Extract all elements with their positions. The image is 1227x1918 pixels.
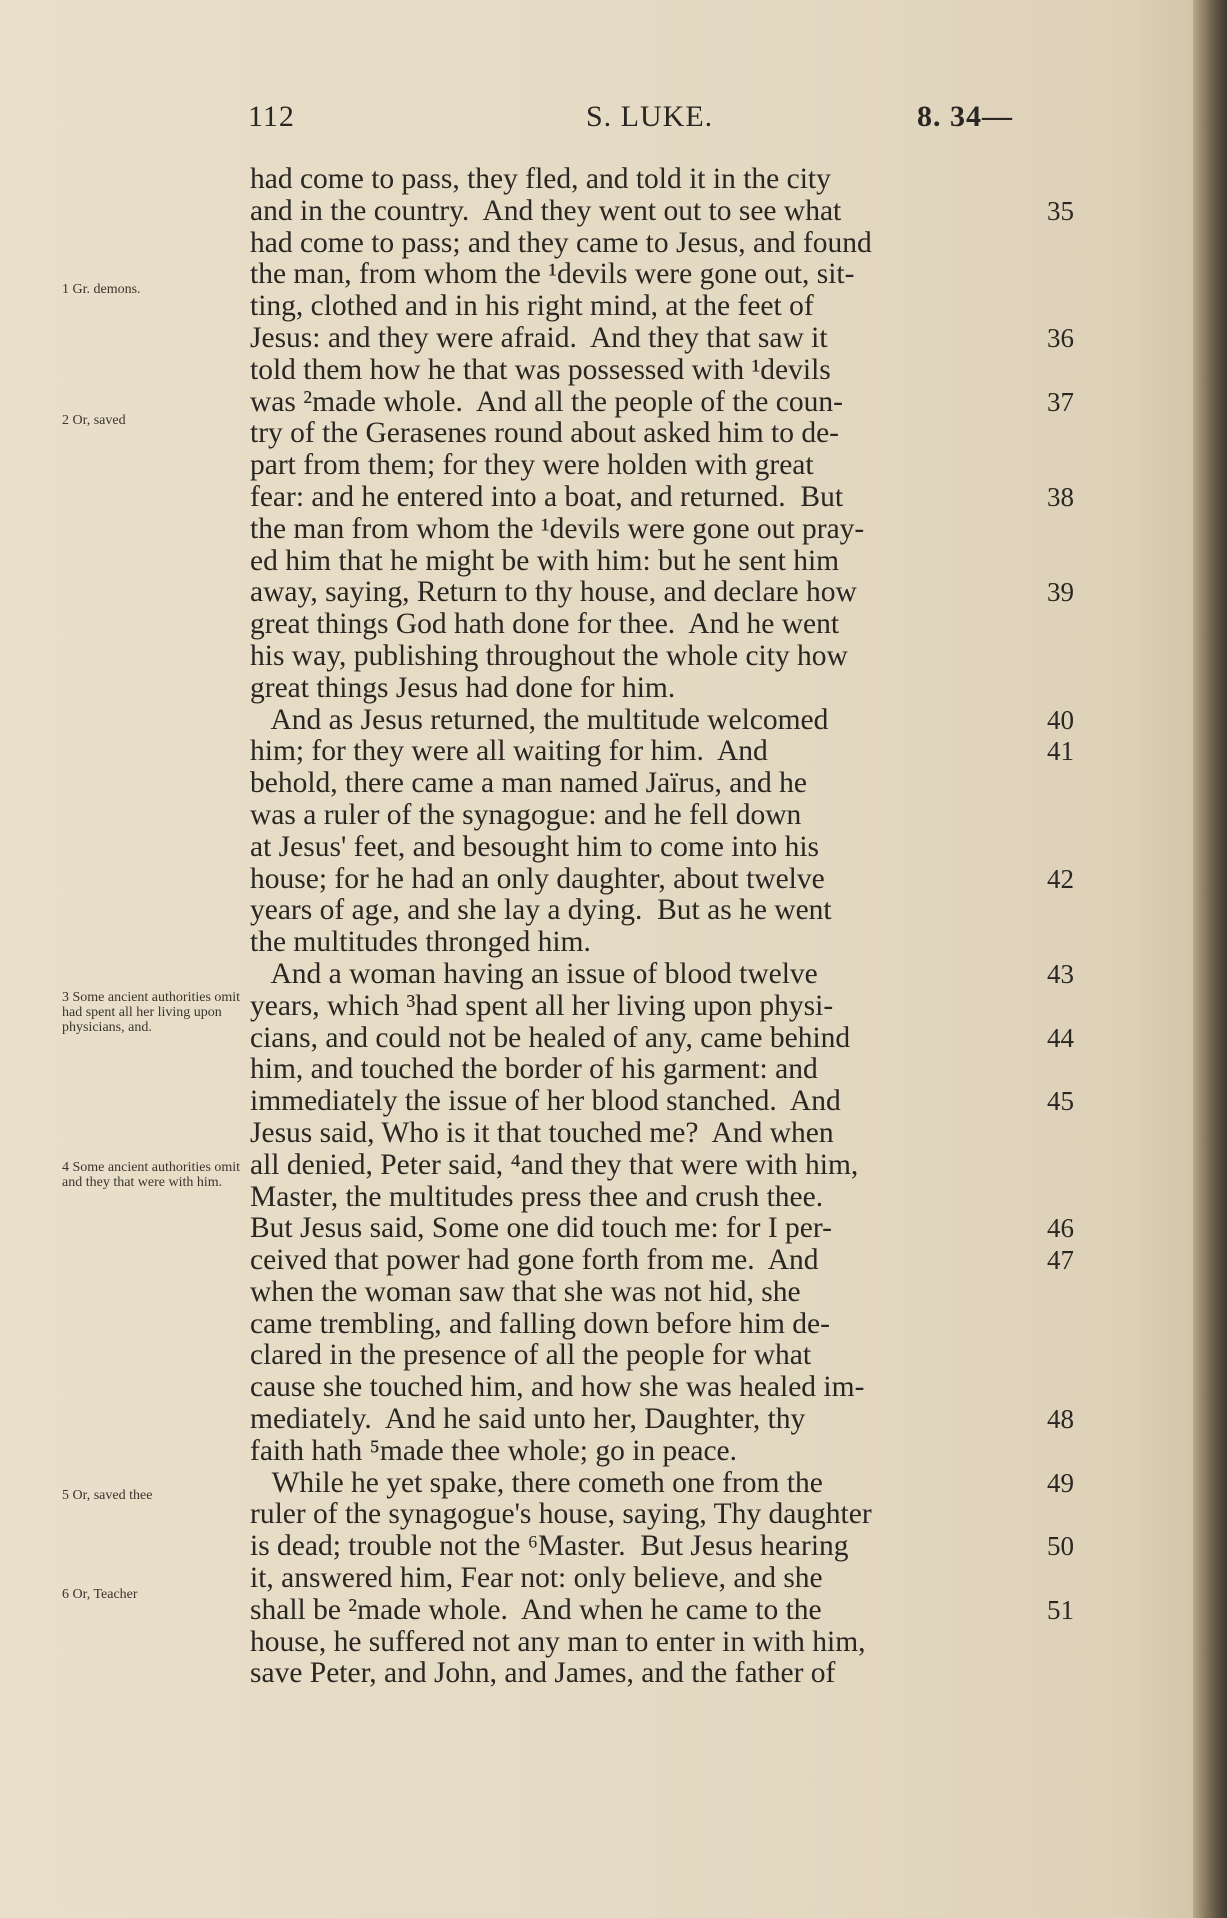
line-text: clared in the presence of all the people for what xyxy=(250,1340,812,1372)
text-line xyxy=(250,1118,1074,1150)
text-line xyxy=(250,1436,1074,1468)
line-text: great things Jesus had done for him. xyxy=(250,672,676,704)
verse-number: 38 xyxy=(1047,481,1074,512)
text-line xyxy=(250,1658,1074,1690)
verse-number: 42 xyxy=(1047,863,1074,894)
line-text: the multitudes thronged him. xyxy=(250,927,591,959)
verse-number: 39 xyxy=(1047,577,1074,608)
verse-number: 46 xyxy=(1047,1213,1074,1244)
text-line xyxy=(250,291,1074,323)
chapter-verse-reference: 8. 34— xyxy=(917,100,1013,133)
text-line xyxy=(250,864,1074,896)
verse-number: 49 xyxy=(1047,1467,1074,1498)
text-line xyxy=(250,1468,1074,1500)
text-line xyxy=(250,959,1074,991)
text-line xyxy=(250,482,1074,514)
text-line xyxy=(250,609,1074,641)
line-text: was a ruler of the synagogue: and he fell down xyxy=(250,799,802,831)
line-text: fear: and he entered into a boat, and returned. But xyxy=(250,481,844,513)
text-line xyxy=(250,355,1074,387)
line-text: ed him that he might be with him: but he sent him xyxy=(250,545,840,577)
line-text: save Peter, and John, and James, and the father of xyxy=(250,1658,836,1690)
text-line xyxy=(250,228,1074,260)
text-line xyxy=(250,1213,1074,1245)
text-line xyxy=(250,323,1074,355)
line-text: when the woman saw that she was not hid, she xyxy=(250,1276,801,1308)
line-text: had come to pass, they fled, and told it in the city xyxy=(250,164,831,195)
line-text: had come to pass; and they came to Jesus, and found xyxy=(250,227,872,259)
verse-number: 35 xyxy=(1047,195,1074,226)
line-text: told them how he that was possessed with ¹devils xyxy=(250,354,831,386)
line-text: shall be ²made whole. And when he came to the xyxy=(250,1594,822,1626)
text-line xyxy=(250,800,1074,832)
text-line xyxy=(250,1245,1074,1277)
verse-number: 48 xyxy=(1047,1404,1074,1435)
text-line xyxy=(250,1595,1074,1627)
line-text: his way, publishing throughout the whole city how xyxy=(250,640,848,672)
line-text: house, he suffered not any man to enter in with him, xyxy=(250,1626,866,1658)
text-line xyxy=(250,1563,1074,1595)
text-line xyxy=(250,927,1074,959)
text-line xyxy=(250,895,1074,927)
line-text: faith hath ⁵made thee whole; go in peace. xyxy=(250,1435,738,1467)
text-line xyxy=(250,1531,1074,1563)
verse-number: 50 xyxy=(1047,1531,1074,1562)
text-line xyxy=(250,1023,1074,1055)
line-text: try of the Gerasenes round about asked him to de- xyxy=(250,418,840,450)
text-line xyxy=(250,418,1074,450)
text-line xyxy=(250,641,1074,673)
line-text: him, and touched the border of his garment: and xyxy=(250,1054,818,1086)
margin-note-1: 1 Gr. demons. xyxy=(62,282,141,297)
line-text: is dead; trouble not the ⁶Master. But Jesus hearing xyxy=(250,1531,849,1563)
line-text: him; for they were all waiting for him. And xyxy=(250,736,768,768)
page-number: 112 xyxy=(248,100,295,133)
line-text: ting, clothed and in his right mind, at the feet of xyxy=(250,291,814,323)
text-line xyxy=(250,450,1074,482)
line-text: cause she touched him, and how she was healed im- xyxy=(250,1372,865,1404)
line-text: And as Jesus returned, the multitude welcomed xyxy=(250,704,829,736)
text-line xyxy=(250,1086,1074,1118)
margin-note-6: 6 Or, Teacher xyxy=(62,1587,138,1602)
text-line xyxy=(250,832,1074,864)
line-text: came trembling, and falling down before him de- xyxy=(250,1308,830,1340)
text-line xyxy=(250,736,1074,768)
text-line xyxy=(250,768,1074,800)
running-header xyxy=(0,100,1227,150)
verse-number: 44 xyxy=(1047,1022,1074,1053)
verse-number: 47 xyxy=(1047,1245,1074,1276)
text-line xyxy=(250,1499,1074,1531)
margin-note-4: 4 Some ancient authorities omit and they that were with him. xyxy=(62,1160,241,1190)
line-text: and in the country. And they went out to see what xyxy=(250,195,842,227)
line-text: behold, there came a man named Jaïrus, and he xyxy=(250,768,807,800)
text-line xyxy=(250,1340,1074,1372)
text-line xyxy=(250,546,1074,578)
text-line xyxy=(250,577,1074,609)
line-text: all denied, Peter said, ⁴and they that were with him, xyxy=(250,1149,859,1181)
text-line xyxy=(250,1627,1074,1659)
text-line xyxy=(250,514,1074,546)
line-text: the man, from whom the ¹devils were gone out, sit- xyxy=(250,259,855,291)
margin-note-5: 5 Or, saved thee xyxy=(62,1488,153,1503)
line-text: the man from whom the ¹devils were gone out pray- xyxy=(250,513,865,545)
line-text: While he yet spake, there cometh one from the xyxy=(250,1467,823,1499)
scripture-text xyxy=(250,164,1074,1690)
verse-number: 37 xyxy=(1047,386,1074,417)
line-text: it, answered him, Fear not: only believe, and she xyxy=(250,1563,823,1595)
verse-number: 45 xyxy=(1047,1086,1074,1117)
line-text: cians, and could not be healed of any, came behind xyxy=(250,1022,851,1054)
verse-number: 43 xyxy=(1047,958,1074,989)
line-text: house; for he had an only daughter, about twelve xyxy=(250,863,825,895)
line-text: ceived that power had gone forth from me. And xyxy=(250,1245,819,1277)
line-text: years of age, and she lay a dying. But as he went xyxy=(250,895,832,927)
line-text: Jesus: and they were afraid. And they that saw it xyxy=(250,322,828,354)
text-line xyxy=(250,259,1074,291)
line-text: And a woman having an issue of blood twelve xyxy=(250,958,818,990)
text-line xyxy=(250,164,1074,196)
page-edge-shadow xyxy=(1193,0,1227,1918)
line-text: years, which ³had spent all her living upon physi- xyxy=(250,990,834,1022)
line-text: was ²made whole. And all the people of the coun- xyxy=(250,386,843,418)
line-text: part from them; for they were holden with great xyxy=(250,450,814,482)
line-text: mediately. And he said unto her, Daughter, thy xyxy=(250,1404,806,1436)
verse-number: 41 xyxy=(1047,736,1074,767)
margin-note-3: 3 Some ancient authorities omit had spent all her living upon physicians, and. xyxy=(62,990,241,1035)
verse-number: 51 xyxy=(1047,1594,1074,1625)
book-title: S. LUKE. xyxy=(586,100,714,133)
text-line xyxy=(250,1277,1074,1309)
verse-number: 36 xyxy=(1047,322,1074,353)
text-line xyxy=(250,1182,1074,1214)
text-line xyxy=(250,196,1074,228)
line-text: great things God hath done for thee. And he went xyxy=(250,609,840,641)
text-line xyxy=(250,1404,1074,1436)
text-line xyxy=(250,991,1074,1023)
text-line xyxy=(250,1150,1074,1182)
text-line xyxy=(250,1372,1074,1404)
line-text: Jesus said, Who is it that touched me? And when xyxy=(250,1117,834,1149)
verse-number: 40 xyxy=(1047,704,1074,735)
text-line xyxy=(250,673,1074,705)
margin-note-2: 2 Or, saved xyxy=(62,413,126,428)
text-line xyxy=(250,387,1074,419)
line-text: Master, the multitudes press thee and crush thee. xyxy=(250,1181,824,1213)
text-line xyxy=(250,705,1074,737)
line-text: at Jesus' feet, and besought him to come into his xyxy=(250,831,819,863)
line-text: away, saying, Return to thy house, and declare how xyxy=(250,577,857,609)
line-text: ruler of the synagogue's house, saying, Thy daughter xyxy=(250,1499,872,1531)
line-text: immediately the issue of her blood stanched. And xyxy=(250,1086,841,1118)
text-line xyxy=(250,1309,1074,1341)
text-line xyxy=(250,1054,1074,1086)
line-text: But Jesus said, Some one did touch me: for I per- xyxy=(250,1213,832,1245)
